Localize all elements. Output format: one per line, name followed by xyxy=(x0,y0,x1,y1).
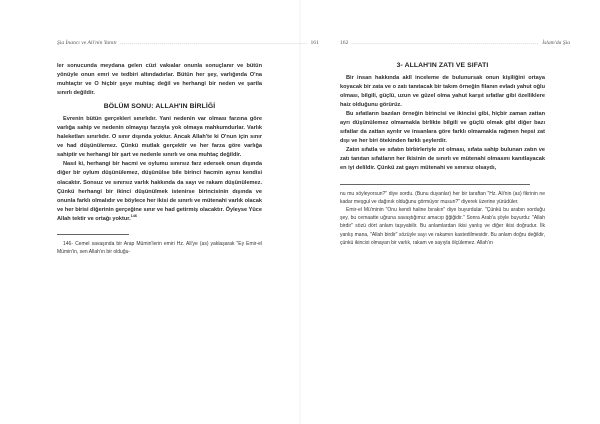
footnote-divider xyxy=(57,234,129,235)
right-page xyxy=(300,0,600,424)
footnote xyxy=(57,240,262,256)
paragraph: ler sonucunda meydana gelen cüzi vakıalar onunla sonuçlanır ve bütün yönüyle onun emri ve tedbiri altındadırlar. Bütün her şey, varlığında O'na muhtaçtır ve O hiçbir şeye muhtaç değil ve herhangi bir neden ve şartla sınırlı değildir. xyxy=(57,63,262,97)
paragraph xyxy=(57,160,262,223)
leader-dots: .............................................................................................. xyxy=(351,40,540,46)
section-title: BÖLÜM SONU: ALLAH'IN BİRLİĞİ xyxy=(103,103,216,111)
running-head-title: İslam'da Şia xyxy=(542,40,571,46)
right-body xyxy=(340,62,545,174)
section-title: 3- ALLAH'IN ZATI VE SIFATI xyxy=(396,62,489,69)
page-number: 162 xyxy=(340,40,349,46)
paragraph: Zatın sıfatla ve sıfatın birbirleriyle zıt olması, sıfata sahip bulunan zatın ve zatı tanıtan sıfatların her ikisinin de sınırlı ve mütenahi olmasını kanıtlayacak en iyi delildir. Çünkü zat gayrı mütenahi ve sınırsız olsaydı, xyxy=(340,147,545,172)
page-number: 161 xyxy=(310,40,319,46)
footnote-text: nu mu söyleyorsun?" diye sordu. (Bunu duyanlar) her bir taraftan "Hz. Ali'nin (as) fikrinin ne kadar meşgul ve dağınık olduğunu görmüyor musun?" diyerek üzerine yürüdüler. xyxy=(340,190,545,205)
paragraph: Bir insan hakkında aklî inceleme de bulunursak onun kişiliğini ortaya koyacak bir zata ve o zatı tanıtacak bir takım örneğin filanın evladı yahut oğlu olması, bilgili, güçlü, uzun ve güzel olma yahut karşıt sıfatlar gibi özelliklere haiz olduğunu görürüz. xyxy=(340,75,545,109)
right-running-head xyxy=(340,40,571,48)
footnote-reference[interactable]: 146 xyxy=(130,213,138,218)
footnote-text: Emir-el Mü'minin "Onu kendi haline bırakın" diye buyurdular. "Çünkü bu arabın sorduğu şey, bu cemaatte uğruna savaştığımız amacıp ğğiğidir." Sonra Arab'a şöyle buyurdu: "Allah birdir" sözü dört anlam taşıyabilir. Bu anlamlardan ikisi yanlış ve diğer ikisi doğrudur. İlk yanlış mana, "Allah birdir" sözüyle sayı ve rakamın kastedilmesidir. Bu anlam doğru değildir, çünkü ikincisi olmayan bir varlık, rakam ve sayıyla ölçülemez. Allah'ın xyxy=(340,206,545,246)
paragraph: Bu sıfatların bazıları örneğin birincisi ve ikincisi gibi, hiçbir zaman zattan ayrı düşünülemez olmamakla birlikte bilgili ve güçlü olmak gibi diğer bazı sıfatlar da zattan ayrılır ve insanlara göre farklı olmamakla rağmen hepsi zat dışı ve her biri ötekinden farklı şeylerdir. xyxy=(340,111,545,145)
left-body xyxy=(57,62,262,224)
leader-dots: .............................................................................................. xyxy=(119,40,308,46)
footnote-divider xyxy=(340,184,530,185)
left-running-head xyxy=(57,40,319,48)
footnote xyxy=(340,190,545,247)
paragraph: Evrenin bütün gerçekleri sınırlıdır. Yani nedenin var olması farzına göre varlığa sahip ve nedenin olmayışı farzıyla yok olmaya mahkumdurlar. Varlık haleketları sınırlıdır. O sınır dışında yoktur. Ancak Allah'te ki O'nun için sınır ve had düşünülemez. Çünkü mutlak gerçektir ve her farza göre varlığa sahiptir ve herhangi bir şart ve nedenle sınırlı ve ona muhtaç değildir. xyxy=(57,116,262,159)
footnote-text: 146- Cemel savaşında bir Arap Mümin'lerin emiri Hz. Ali'ye (as) yaklaşarak "Ey Emir-el Mümin'in, sen Allah'ın bir olduğu- xyxy=(57,240,262,255)
running-head-title: Şia İnancı ve Ali'nin Yanıtı xyxy=(57,40,117,46)
paragraph-text: Nasıl ki, herhangi bir hacmi ve oylumu sınırsız farz edersek onun dışında diğer bir oylum düşünülemez, düşünülse bile birinci hacmin ayrısı kendisi olacaktır. Sonsuz ve sınırsız varlık hakkında da sayı ve rakam düşünülemez. Çünkü herhangi bir ikinci düşünülmek istenirse birincisinin dışında ve onunla farklı olmalıdır ve böylece her ikisi de sınırlı ve mütenahi varlık olacak ve her birisi diğerinin gerçeğine sınır ve had getirmiş olacaktır. Öyleyse Yüce Allah tektir ve ortağı yoktur. xyxy=(57,161,262,222)
